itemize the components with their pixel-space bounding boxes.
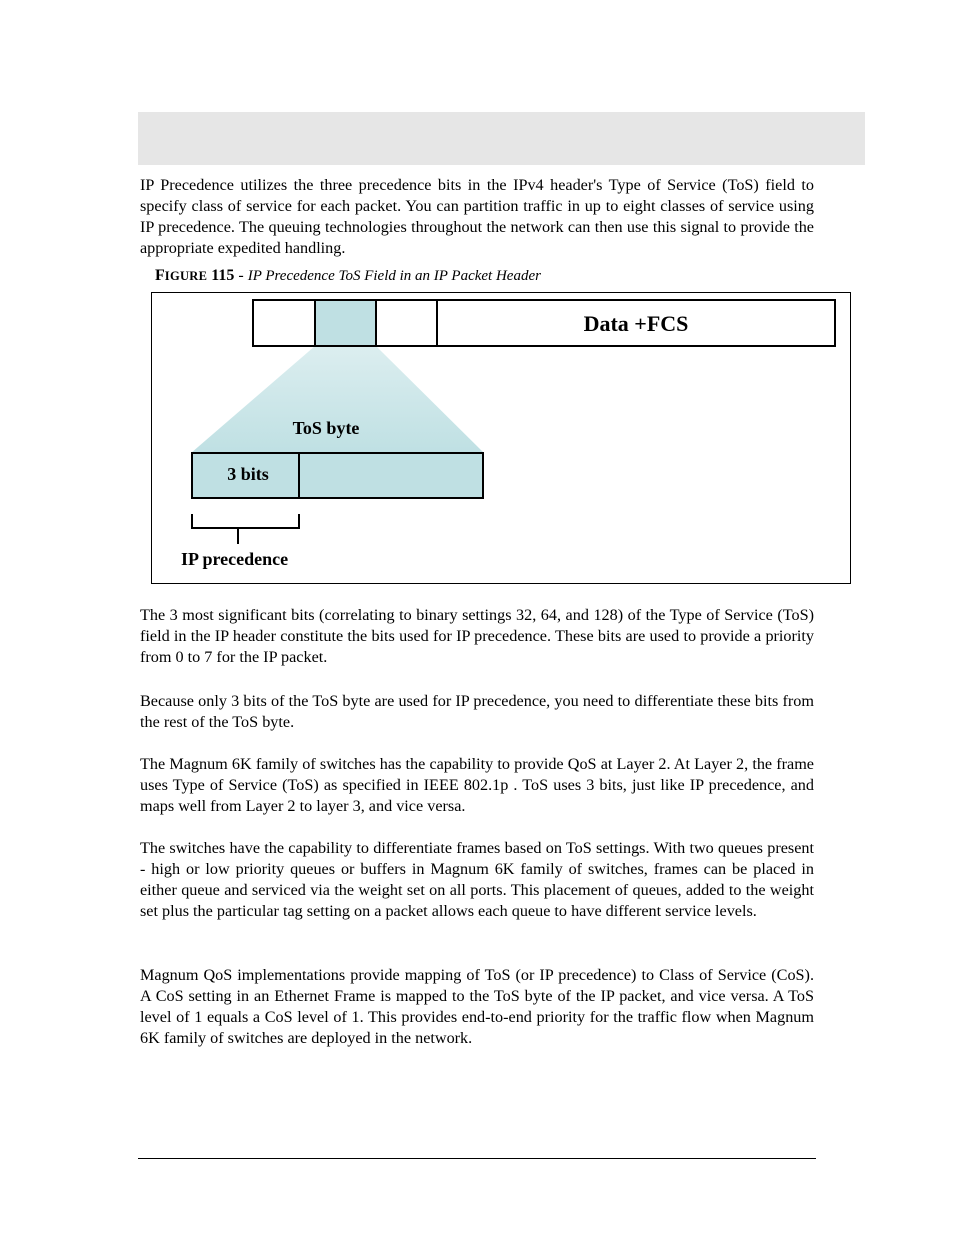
paragraph-queues: The switches have the capability to differentiate frames based on ToS settings. With two queues present - high or low priority queues or buffers in Magnum 6K family of switches, frames can be placed in either queue and serviced via the weight set on all ports. This placement of queues, added to the weight set plus the particular tag setting on a packet allows each queue to have different service levels. xyxy=(140,839,814,920)
caption-label: IGURE xyxy=(164,269,208,283)
header-field-3 xyxy=(376,300,437,346)
three-bits-label: 3 bits xyxy=(227,464,269,484)
tos-byte-label: ToS byte xyxy=(292,418,360,438)
paragraph-ip-precedence-intro: IP Precedence utilizes the three precedence bits in the IPv4 header's Type of Service (ToS) field to specify class of service for each packet. You can partition traffic in up to eight classes of service using IP precedence. The queuing technologies throughout the network can then use this signal to provide the appropriate expedited handling. xyxy=(140,176,814,257)
diagram-svg xyxy=(151,292,851,584)
precedence-bracket xyxy=(192,514,299,528)
paragraph-significant-bits: The 3 most significant bits (correlating to binary settings 32, 64, and 128) of the Type of Service (ToS) field in the IP header constitute the bits used for IP precedence. These bits are used to provide a priority from 0 to 7 for the IP packet. xyxy=(140,606,814,666)
data-fcs-label: Data +FCS xyxy=(583,311,689,336)
tos-field xyxy=(315,300,376,346)
caption-title: IP Precedence ToS Field in an IP Packet Header xyxy=(247,268,541,284)
tos-field-diagram xyxy=(151,292,851,584)
paragraph-differentiate-bits: Because only 3 bits of the ToS byte are used for IP precedence, you need to differentiate these bits from the rest of the ToS byte. xyxy=(140,692,814,731)
header-field-1 xyxy=(253,300,315,346)
caption-number: 115 xyxy=(211,267,235,284)
caption-separator: - xyxy=(234,267,248,284)
remaining-tos-bits-box xyxy=(299,453,483,498)
figure-caption xyxy=(155,266,541,286)
caption-initial: F xyxy=(155,267,165,284)
paragraph-tos-cos-mapping: Magnum QoS implementations provide mapping of ToS (or IP precedence) to Class of Service (CoS). A CoS setting in an Ethernet Frame is mapped to the ToS byte of the IP packet, and vice versa. A ToS level of 1 equals a CoS level of 1. This provides end-to-end priority for the traffic flow when Magnum 6K family of switches are deployed in the network. xyxy=(140,966,814,1047)
paragraph-layer2-qos: The Magnum 6K family of switches has the capability to provide QoS at Layer 2. At Layer 2, the frame uses Type of Service (ToS) as specified in IEEE 802.1p . ToS uses 3 bits, just like IP precedence, and maps well from Layer 2 to layer 3, and vice versa. xyxy=(140,755,814,815)
ip-precedence-label: IP precedence xyxy=(181,549,289,569)
footer-rule xyxy=(138,1158,816,1159)
header-band xyxy=(138,112,865,165)
